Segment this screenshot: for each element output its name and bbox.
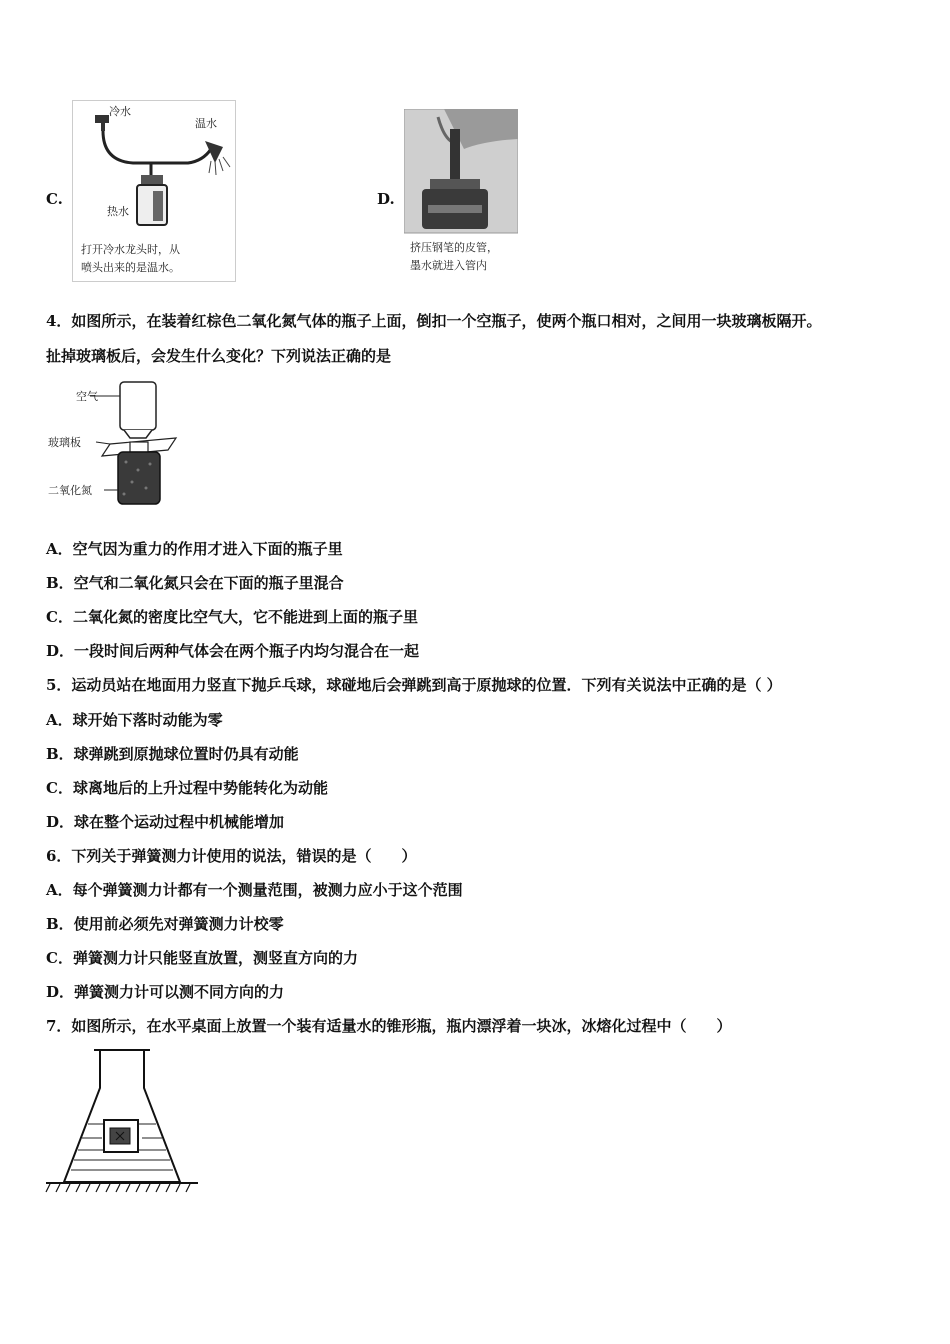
- figure-water-heater: [72, 100, 236, 282]
- q6-option-c: C．弹簧测力计只能竖直放置，测竖直方向的力: [46, 949, 358, 967]
- q5-option-b: B．球弹跳到原抛球位置时仍具有动能: [46, 745, 299, 763]
- figure-gas-diffusion: [46, 378, 196, 508]
- option-letter-c: C.: [46, 190, 63, 208]
- q4-option-a: A．空气因为重力的作用才进入下面的瓶子里: [46, 540, 343, 558]
- label-warm-water: 温水: [195, 117, 217, 130]
- q7-stem: 7．如图所示，在水平桌面上放置一个装有适量水的锥形瓶，瓶内漂浮着一块冰，冰熔化过程中（ ）: [46, 1017, 732, 1035]
- figure-conical-flask: [44, 1044, 200, 1196]
- label-hot-water: 热水: [107, 205, 129, 218]
- option-letter-d: D.: [377, 190, 395, 208]
- q6-option-a: A．每个弹簧测力计都有一个测量范围，被测力应小于这个范围: [46, 881, 463, 899]
- q4-option-b: B．空气和二氧化氮只会在下面的瓶子里混合: [46, 574, 344, 592]
- q6-option-d: D．弹簧测力计可以测不同方向的力: [46, 983, 285, 1001]
- caption-c-line1: 打开冷水龙头时，从: [81, 243, 180, 256]
- q4-option-c: C．二氧化氮的密度比空气大，它不能进到上面的瓶子里: [46, 608, 418, 626]
- q5-stem: 5．运动员站在地面用力竖直下抛乒乓球，球碰地后会弹跳到高于原抛球的位置．下列有关说法中正确的是（ ）: [46, 676, 782, 694]
- q6-option-b: B．使用前必须先对弹簧测力计校零: [46, 915, 284, 933]
- q5-option-c: C．球离地后的上升过程中势能转化为动能: [46, 779, 328, 797]
- q4-stem-line1: 4．如图所示，在装着红棕色二氧化氮气体的瓶子上面，倒扣一个空瓶子，使两个瓶口相对，之间用一块玻璃板隔开。: [46, 312, 822, 330]
- q4-stem-line2: 扯掉玻璃板后，会发生什么变化？下列说法正确的是: [46, 347, 392, 365]
- label-air: 空气: [76, 390, 98, 403]
- q4-option-d: D．一段时间后两种气体会在两个瓶子内均匀混合在一起: [46, 642, 420, 660]
- label-no2: 二氧化氮: [48, 484, 92, 497]
- q5-option-a: A．球开始下落时动能为零: [46, 711, 223, 729]
- label-cold-water: 冷水: [109, 105, 131, 118]
- caption-d-line2: 墨水就进入管内: [410, 259, 487, 272]
- caption-c-line2: 喷头出来的是温水。: [81, 261, 180, 274]
- caption-d-line1: 挤压钢笔的皮管，: [410, 241, 498, 254]
- figure-fountain-pen: [404, 109, 518, 277]
- label-glass-plate: 玻璃板: [48, 436, 81, 449]
- q5-option-d: D．球在整个运动过程中机械能增加: [46, 813, 285, 831]
- q6-stem: 6．下列关于弹簧测力计使用的说法，错误的是（ ）: [46, 847, 417, 865]
